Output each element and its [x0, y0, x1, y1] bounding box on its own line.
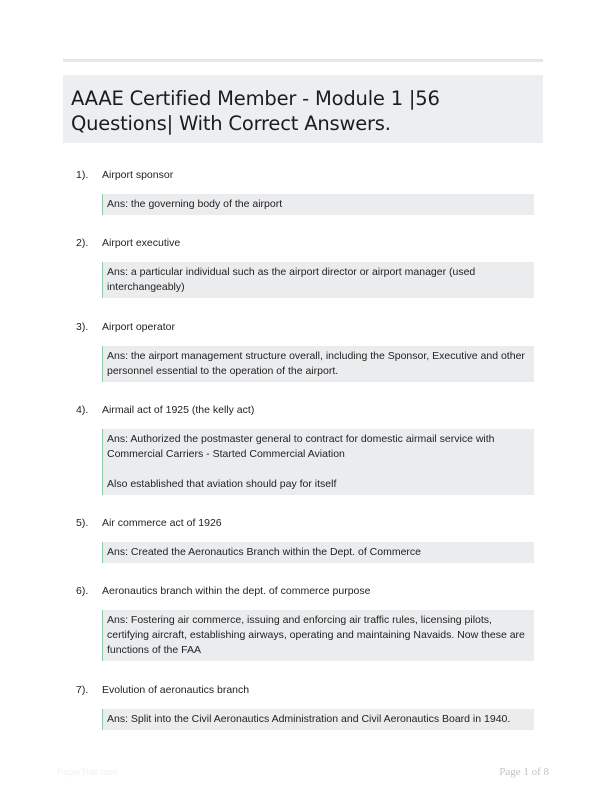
title-banner: [63, 75, 543, 143]
answer-text: Ans: Created the Aeronautics Branch within the Dept. of Commerce: [107, 546, 421, 558]
question-item-3: [63, 320, 543, 382]
answer-box: [102, 262, 534, 298]
answer-box: [102, 346, 534, 382]
answer-text: Ans: Authorized the postmaster general to contract for domestic airmail service with Commercial Carriers - Started Commercial Aviation: [107, 433, 495, 460]
question-text: Airmail act of 1925 (the kelly act): [102, 404, 255, 416]
question-item-4: [63, 403, 543, 495]
answer-text: Ans: a particular individual such as the airport director or airport manager (used interchangeably): [107, 266, 476, 293]
question-item-2: [63, 236, 543, 298]
page-number: Page 1 of 8: [499, 766, 549, 778]
answer-text: Ans: Split into the Civil Aeronautics Administration and Civil Aeronautics Board in 1940.: [107, 713, 511, 725]
question-item-1: [63, 168, 543, 215]
question-number: 7).: [76, 684, 89, 696]
footer-watermark: PaperTrail.com: [57, 767, 118, 777]
answer-extra-text: Also established that aviation should pay for itself: [107, 478, 337, 490]
answer-box: [102, 542, 534, 563]
answer-text: Ans: Fostering air commerce, issuing and enforcing air traffic rules, licensing pilots, certifying aircraft, establishing airways, operating and maintaining Navaids. Now these are functions of the FAA: [107, 614, 525, 656]
answer-box: [102, 429, 534, 495]
question-text: Air commerce act of 1926: [102, 517, 222, 529]
question-item-7: [63, 683, 543, 730]
question-number: 4).: [76, 404, 89, 416]
question-item-5: [63, 516, 543, 563]
page-title: AAAE Certified Member - Module 1 |56 Questions| With Correct Answers.: [71, 87, 440, 135]
answer-text: Ans: the airport management structure overall, including the Sponsor, Executive and other personnel essential to the operation of the airport.: [107, 350, 525, 377]
question-text: Aeronautics branch within the dept. of commerce purpose: [102, 585, 371, 597]
question-number: 2).: [76, 237, 89, 249]
question-item-6: [63, 584, 543, 661]
question-text: Evolution of aeronautics branch: [102, 684, 250, 696]
question-text: Airport sponsor: [102, 169, 174, 181]
question-number: 5).: [76, 517, 89, 529]
answer-box: [102, 709, 534, 730]
answer-box: [102, 610, 534, 661]
top-divider: [63, 59, 543, 62]
question-number: 3).: [76, 321, 89, 333]
question-text: Airport operator: [102, 321, 175, 333]
question-text: Airport executive: [102, 237, 181, 249]
question-number: 1).: [76, 169, 89, 181]
question-number: 6).: [76, 585, 89, 597]
answer-text: Ans: the governing body of the airport: [107, 198, 283, 210]
answer-box: [102, 194, 534, 215]
